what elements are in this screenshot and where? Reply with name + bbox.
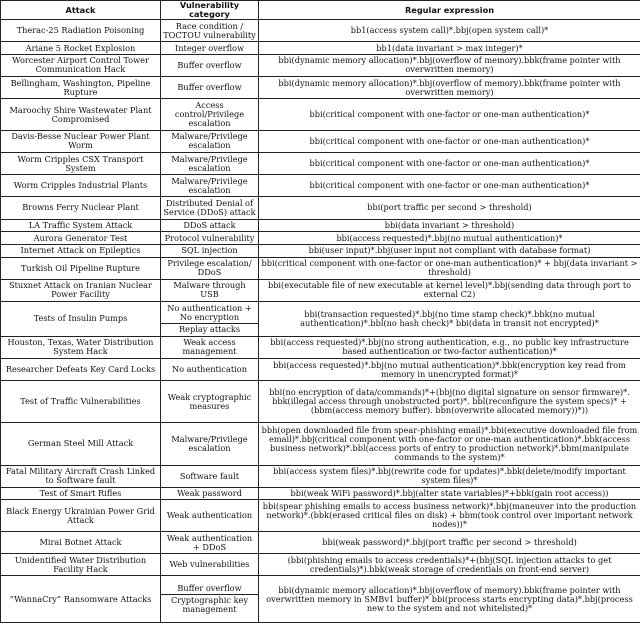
attack-cell: Davis-Besse Nuclear Power Plant Worm <box>1 130 161 152</box>
table-row <box>1 54 640 76</box>
table-row <box>1 219 640 232</box>
category-cell: Access control/Privilege escalation <box>161 99 259 131</box>
table-row <box>1 232 640 245</box>
attack-cell: Worm Cripples CSX Transport System <box>1 153 161 175</box>
regex-cell: bbi(no encryption of data/commands)*+(bbj(no digital signature on sensor firmware)*. bbk(illegal access through unobstructed port)*. bbl(reconfigure the system specs)* + (bbm(access memory buffer). bbn(overwrite allocated memory))*)) <box>259 381 640 423</box>
table-row <box>1 554 640 576</box>
category-cell: Weak authentication <box>161 500 259 532</box>
category-cell-top: Buffer overflow <box>161 583 258 595</box>
attack-cell: Tests of Insulin Pumps <box>1 301 161 336</box>
table-row <box>1 487 640 500</box>
table-row <box>1 500 640 532</box>
attack-cell: Fatal Military Aircraft Crash Linked to Software fault <box>1 465 161 487</box>
category-cell: Protocol vulnerability <box>161 232 259 245</box>
table-row <box>1 77 640 99</box>
regex-cell: bbi(access requested)*.bbj(no mutual authentication)*.bbk(encryption key read from memory in unencrypted format)* <box>259 358 640 380</box>
category-cell: Malware/Privilege escalation <box>161 175 259 197</box>
table-row <box>1 257 640 279</box>
category-cell: Privilege escalation/ DDoS <box>161 257 259 279</box>
category-cell: Integer overflow <box>161 42 259 55</box>
regex-cell: bbi(dynamic memory allocation)*.bbj(overflow of memory).bbk(frame pointer with overwritten memory) <box>259 54 640 76</box>
table-row <box>1 381 640 423</box>
table-row <box>1 20 640 42</box>
regex-cell: (bbi(phishing emails to access credentials)*+(bbj(SQL injection attacks to get credentials)*).bbk(weak storage of credentials on front-end server) <box>259 554 640 576</box>
table-row <box>1 197 640 219</box>
attack-cell: Mirai Botnet Attack <box>1 532 161 554</box>
table-row <box>1 301 640 336</box>
attack-cell: German Steel Mill Attack <box>1 423 161 465</box>
table-row <box>1 153 640 175</box>
category-cell-top: No authentication + No encryption <box>161 303 258 324</box>
category-cell <box>161 576 259 623</box>
category-cell: Weak cryptographic measures <box>161 381 259 423</box>
table-row <box>1 465 640 487</box>
category-cell: Weak access management <box>161 336 259 358</box>
regex-cell: bbi(critical component with one-factor or one-man authentication)* + bbj(data invariant > threshold) <box>259 257 640 279</box>
regex-cell: bbi(spear phishing emails to access business network)*.bbj(maneuver into the production network)*.(bbk(erased critical files on disk) + bbm(took control over important network nodes))* <box>259 500 640 532</box>
attack-cell: Researcher Defeats Key Card Locks <box>1 358 161 380</box>
category-cell-bottom: Cryptographic key management <box>170 595 249 615</box>
regex-cell: bb1(data invariant > max integer)* <box>259 42 640 55</box>
category-cell <box>161 301 259 336</box>
header-vulnerability-category: Vulnerability category <box>161 1 259 20</box>
attack-cell: Bellingham, Washington, Pipeline Rupture <box>1 77 161 99</box>
attack-cell: Therac-25 Radiation Poisoning <box>1 20 161 42</box>
regex-cell: bbi(weak password)*.bbj(port traffic per second > threshold) <box>259 532 640 554</box>
category-cell: Distributed Denial of Service (DDoS) attack <box>161 197 259 219</box>
table-row <box>1 532 640 554</box>
regex-cell: bbi(user input)*.bbj(user input not compliant with database format) <box>259 244 640 257</box>
regex-cell: bbi(data invariant > threshold) <box>259 219 640 232</box>
table-header-row <box>1 1 640 20</box>
regex-cell: bbi(dynamic memory allocation)*.bbj(overflow of memory).bbk(frame pointer with overwritten memory) <box>259 77 640 99</box>
category-cell: Malware through USB <box>161 279 259 301</box>
table-row <box>1 42 640 55</box>
regex-cell: bbi(port traffic per second > threshold) <box>259 197 640 219</box>
attack-cell: Unidentified Water Distribution Facility Hack <box>1 554 161 576</box>
regex-cell: bbi(access system files)*.bbj(rewrite code for updates)*.bbk(delete/modify important system files)* <box>259 465 640 487</box>
attack-cell: Ariane 5 Rocket Explosion <box>1 42 161 55</box>
attack-cell: Stuxnet Attack on Iranian Nuclear Power Facility <box>1 279 161 301</box>
table-row <box>1 358 640 380</box>
attack-cell: Houston, Texas, Water Distribution System Hack <box>1 336 161 358</box>
header-attack: Attack <box>1 1 161 20</box>
regex-cell: bb1(access system call)*.bbj(open system call)* <box>259 20 640 42</box>
category-cell: Malware/Privilege escalation <box>161 423 259 465</box>
regex-cell: bbi(critical component with one-factor or one-man authentication)* <box>259 130 640 152</box>
attack-cell: Turkish Oil Pipeline Rupture <box>1 257 161 279</box>
category-cell: No authentication <box>161 358 259 380</box>
regex-cell: bbi(executable file of new executable at kernel level)*.bbj(sending data through port to external C2) <box>259 279 640 301</box>
regex-cell: bbi(transaction requested)*.bbj(no time stamp check)*.bbk(no mutual authentication)*.bbl(no hash check)* bbi(data in transit not encrypted)* <box>259 301 640 336</box>
attack-cell: Test of Traffic Vulnerabilities <box>1 381 161 423</box>
category-cell: Weak authentication + DDoS <box>161 532 259 554</box>
table-row <box>1 336 640 358</box>
regex-cell: bbi(weak WiFi password)*.bbj(alter state variables)*+bbk(gain root access)) <box>259 487 640 500</box>
category-cell: DDoS attack <box>161 219 259 232</box>
attack-cell: Maroochy Shire Wastewater Plant Compromised <box>1 99 161 131</box>
category-cell: Software fault <box>161 465 259 487</box>
table-row <box>1 130 640 152</box>
regex-cell: bbi(access requested)*.bbj(no mutual authentication)* <box>259 232 640 245</box>
category-cell-bottom: Replay attacks <box>178 323 241 334</box>
regex-cell: bbi(dynamic memory allocation)*.bbj(overflow of memory).bbk(frame pointer with overwritten memory in SMBv1 buffer)* bbi(process starts encrypting data)*.bbj(process new to the system and not whitelisted)* <box>259 576 640 623</box>
regex-cell: bbi(access requested)*.bbj(no strong authentication, e.g., no public key infrastructure based authentication or two-factor authentication)* <box>259 336 640 358</box>
category-cell: Web vulnerabilities <box>161 554 259 576</box>
attack-cell: Worcester Airport Control Tower Communication Hack <box>1 54 161 76</box>
attack-cell: Internet Attack on Epileptics <box>1 244 161 257</box>
table-row <box>1 244 640 257</box>
category-cell: Buffer overflow <box>161 77 259 99</box>
attack-cell: Aurora Generator Test <box>1 232 161 245</box>
category-cell: Buffer overflow <box>161 54 259 76</box>
category-cell: Malware/Privilege escalation <box>161 153 259 175</box>
category-cell: Malware/Privilege escalation <box>161 130 259 152</box>
category-cell: Race condition / TOCTOU vulnerability <box>161 20 259 42</box>
header-regular-expression: Regular expression <box>259 1 640 20</box>
table-row <box>1 175 640 197</box>
category-cell: Weak password <box>161 487 259 500</box>
attack-cell: “WannaCry” Ransomware Attacks <box>1 576 161 623</box>
regex-cell: bbh(open downloaded file from spear-phishing email)*.bbi(executive downloaded file from email)*.bbj(critical component with one-factor or one-man authentication)*.bbk(access business network)*.bbl(access ports of entry to production network)*.bbm(manipulate commands to the system)* <box>259 423 640 465</box>
table-row <box>1 99 640 131</box>
table-row <box>1 576 640 623</box>
attack-cell: Test of Smart Rifles <box>1 487 161 500</box>
attack-cell: Black Energy Ukrainian Power Grid Attack <box>1 500 161 532</box>
table-row <box>1 279 640 301</box>
table-row <box>1 423 640 465</box>
attack-cell: Browns Ferry Nuclear Plant <box>1 197 161 219</box>
regex-cell: bbi(critical component with one-factor or one-man authentication)* <box>259 175 640 197</box>
regex-cell: bbi(critical component with one-factor or one-man authentication)* <box>259 99 640 131</box>
category-cell: SQL injection <box>161 244 259 257</box>
attack-cell: Worm Cripples Industrial Plants <box>1 175 161 197</box>
attack-cell: LA Traffic System Attack <box>1 219 161 232</box>
regex-cell: bbi(critical component with one-factor or one-man authentication)* <box>259 153 640 175</box>
